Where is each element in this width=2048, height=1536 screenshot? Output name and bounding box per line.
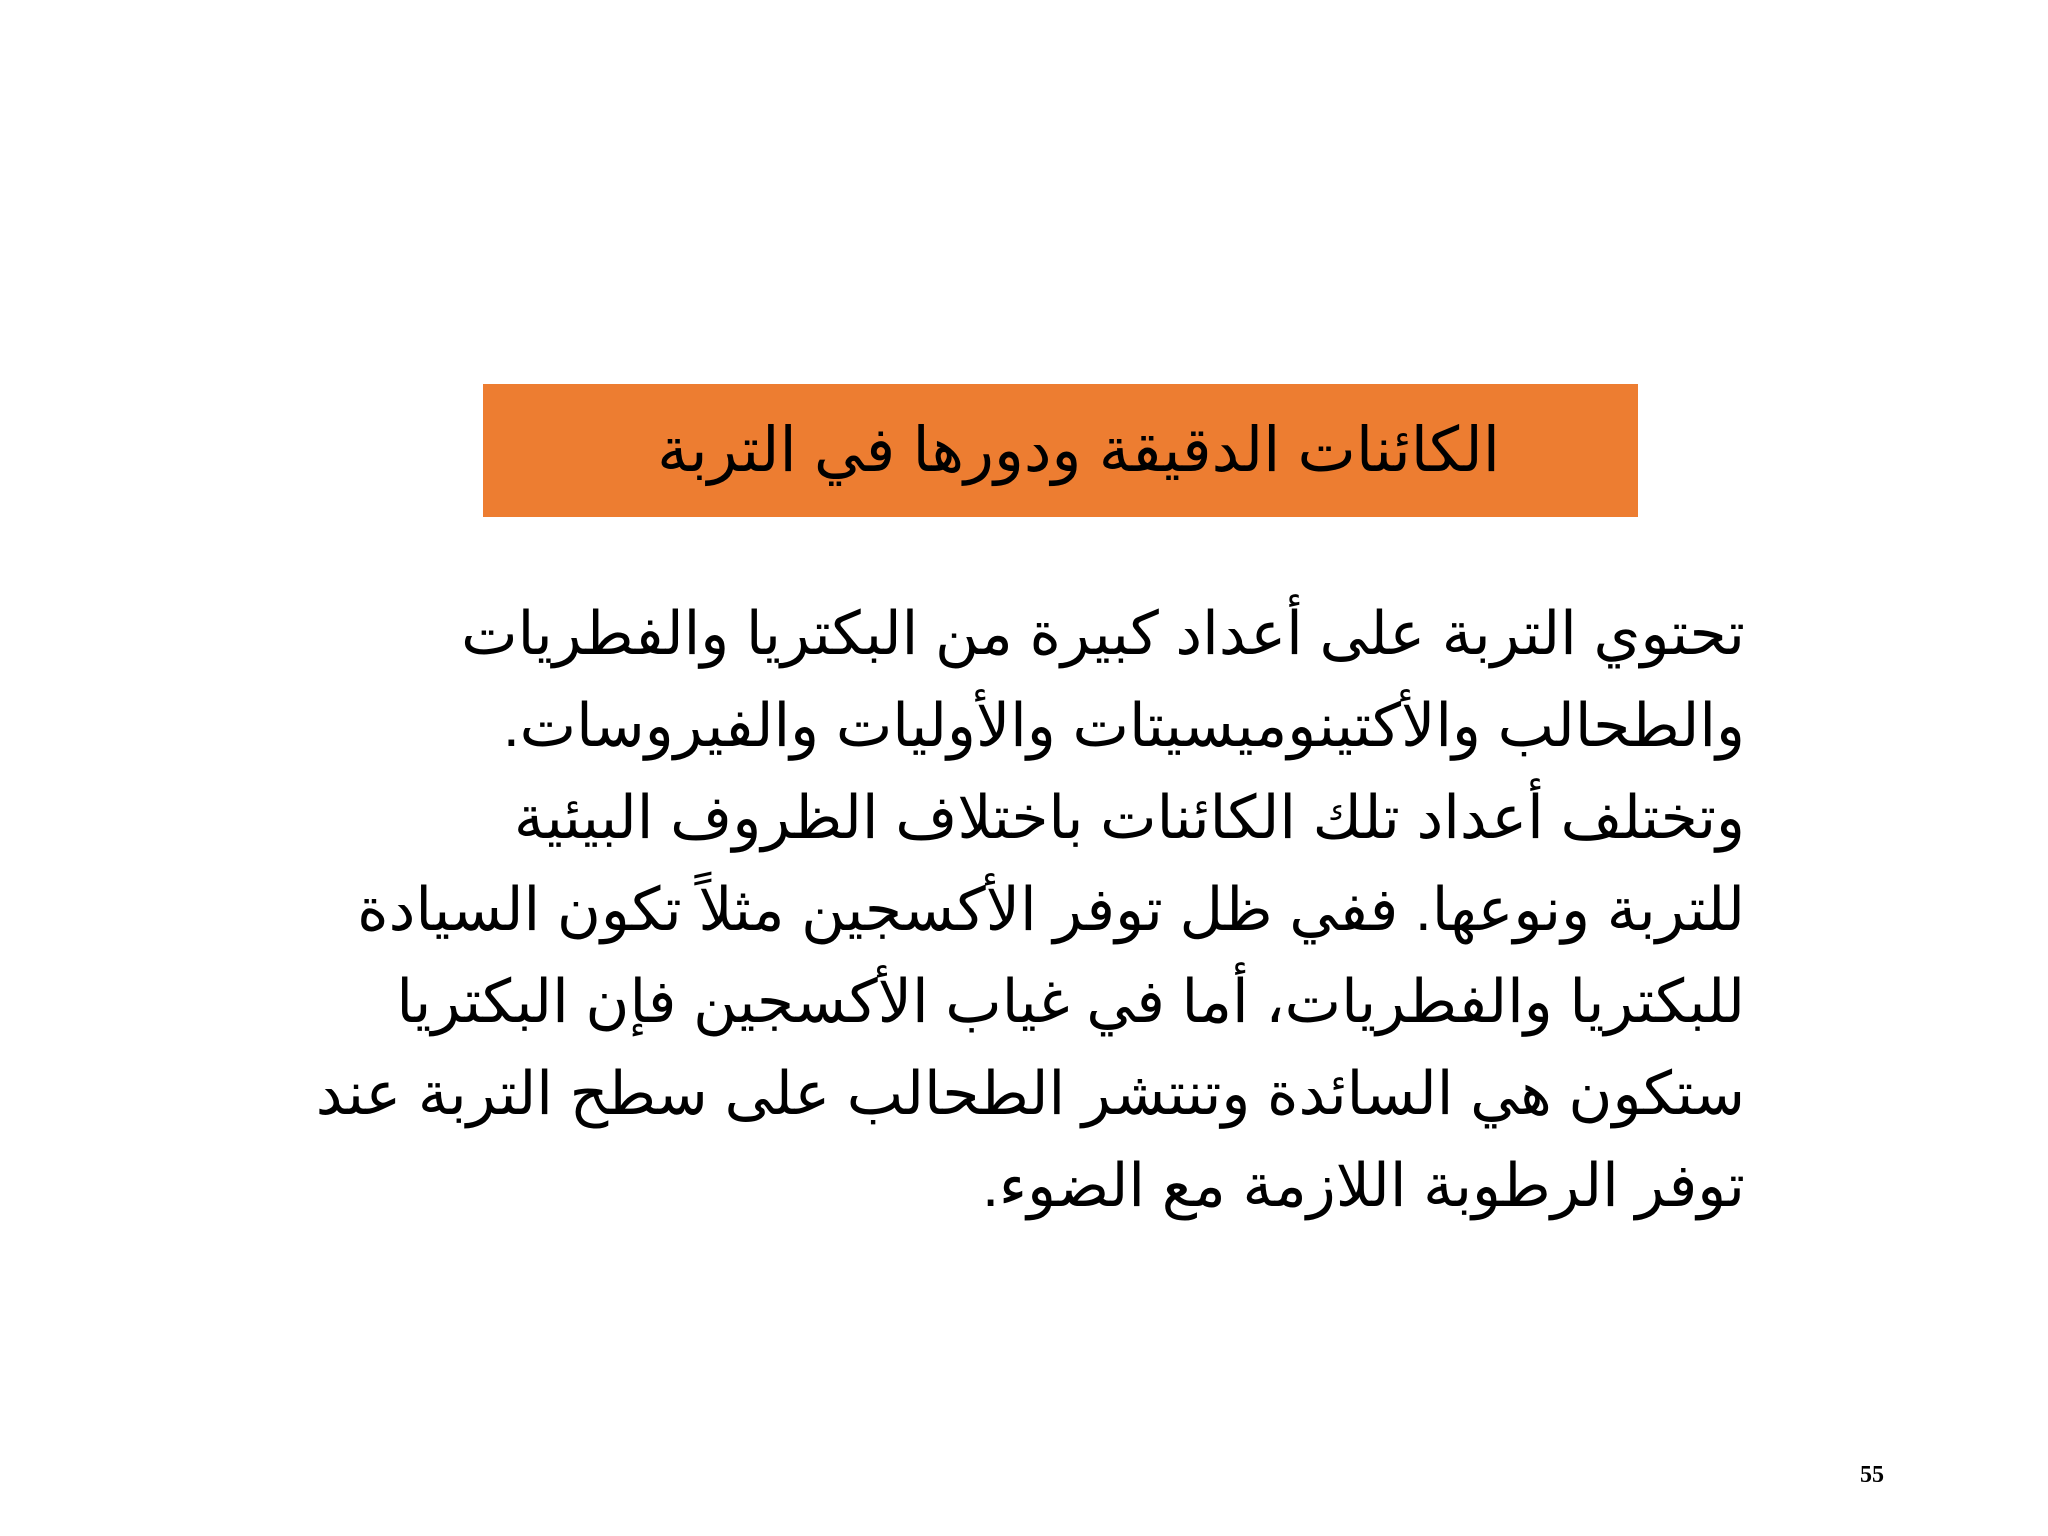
body-line-5: للبكتريا والفطريات، أما في غياب الأكسجين فإن البكتريا xyxy=(396,968,1745,1035)
body-line-7: توفر الرطوبة اللازمة مع الضوء. xyxy=(982,1152,1745,1219)
title-banner xyxy=(483,384,1638,517)
body-line-1: تحتوي التربة على أعداد كبيرة من البكتريا والفطريات xyxy=(461,600,1745,667)
body-line-2: والطحالب والأكتينوميسيتات والأوليات والفيروسات. xyxy=(502,692,1745,759)
body-line-4: للتربة ونوعها. ففي ظل توفر الأكسجين مثلاً تكون السيادة xyxy=(357,876,1745,943)
body-line-6: ستكون هي السائدة وتنتشر الطحالب على سطح التربة عند xyxy=(315,1060,1745,1127)
page-number: 55 xyxy=(1860,1462,1884,1488)
body-paragraph xyxy=(315,588,1745,1232)
slide-title: الكائنات الدقيقة ودورها في التربة xyxy=(657,415,1500,485)
body-line-3: وتختلف أعداد تلك الكائنات باختلاف الظروف البيئية xyxy=(513,784,1745,851)
